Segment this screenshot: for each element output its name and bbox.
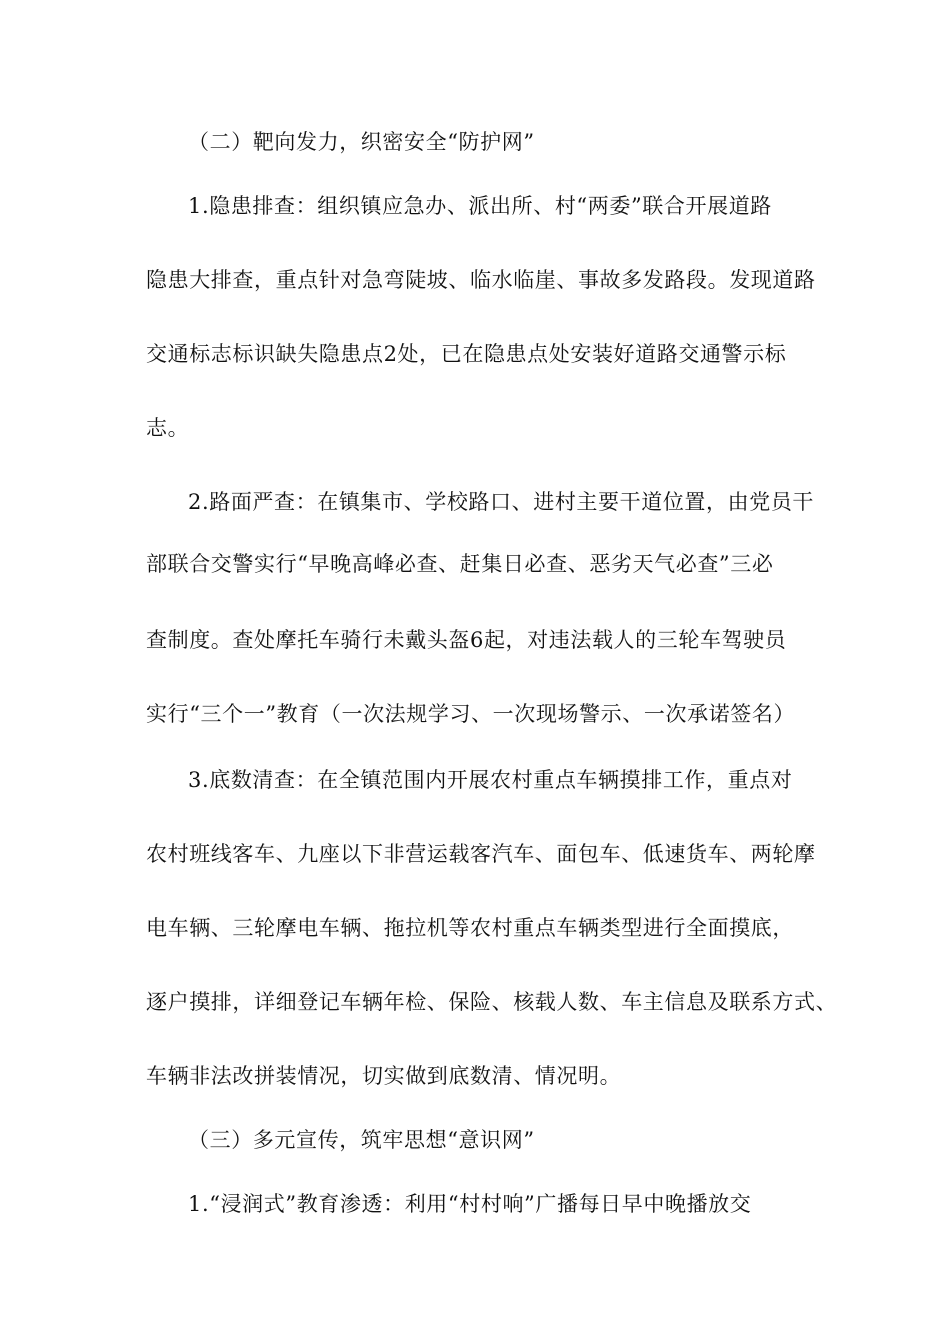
- paragraph-line: 实行“三个一”教育（一次法规学习、一次现场警示、一次承诺签名）: [146, 702, 796, 726]
- paragraph-line: 查制度。查处摩托车骑行未戴头盔6起，对违法载人的三轮车驾驶员: [146, 628, 787, 652]
- paragraph-line: 车辆非法改拼装情况，切实做到底数清、情况明。: [146, 1064, 622, 1088]
- paragraph-line: 隐患大排查，重点针对急弯陡坡、临水临崖、事故多发路段。发现道路: [146, 268, 816, 292]
- paragraph-line: 3.底数清查：在全镇范围内开展农村重点车辆摸排工作，重点对: [188, 768, 793, 792]
- paragraph-line: 1.“浸润式”教育渗透：利用“村村响”广播每日早中晚播放交: [188, 1192, 752, 1216]
- paragraph-line: 农村班线客车、九座以下非营运载客汽车、面包车、低速货车、两轮摩: [146, 842, 816, 866]
- paragraph-line: 志。: [146, 416, 190, 440]
- paragraph-line: 1.隐患排查：组织镇应急办、派出所、村“两委”联合开展道路: [188, 194, 772, 218]
- paragraph-line: 电车辆、三轮摩电车辆、拖拉机等农村重点车辆类型进行全面摸底，: [146, 916, 794, 940]
- section-heading-2: （二）靶向发力，织密安全“防护网”: [188, 130, 535, 154]
- paragraph-line: 2.路面严查：在镇集市、学校路口、进村主要干道位置，由党员干: [188, 490, 815, 514]
- paragraph-line: 交通标志标识缺失隐患点2处，已在隐患点处安装好道路交通警示标: [146, 342, 787, 366]
- paragraph-line: 逐户摸排，详细登记车辆年检、保险、核载人数、车主信息及联系方式、: [146, 990, 838, 1014]
- section-heading-3: （三）多元宣传，筑牢思想“意识网”: [188, 1128, 535, 1152]
- paragraph-line: 部联合交警实行“早晚高峰必查、赶集日必查、恶劣天气必查”三必: [146, 552, 774, 576]
